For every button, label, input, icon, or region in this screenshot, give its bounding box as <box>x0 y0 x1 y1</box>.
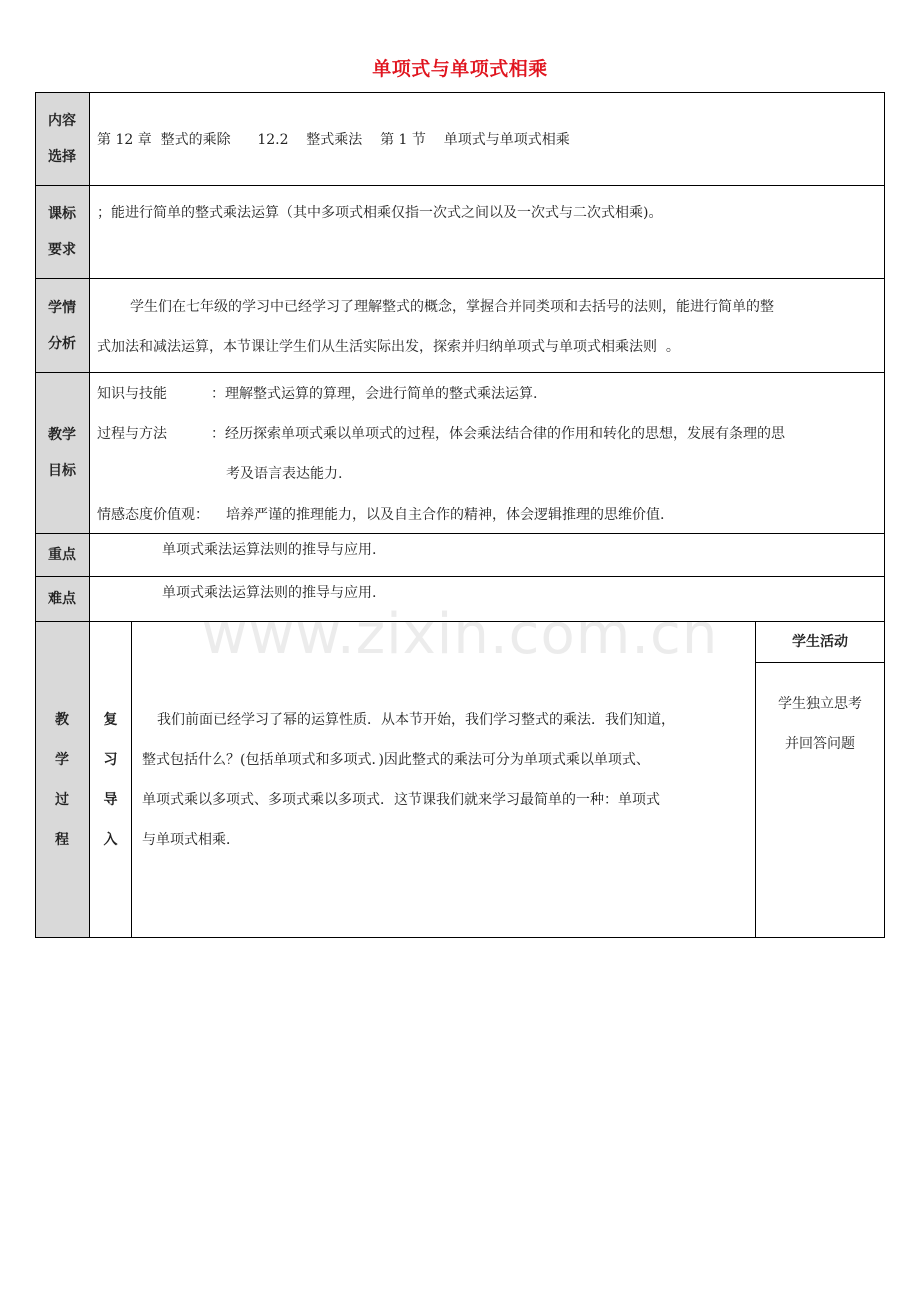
stage-char: 导 <box>103 792 118 808</box>
table-border-right <box>884 92 885 938</box>
watermark: www.zixin.com.cn <box>201 602 719 667</box>
goal-process-text-2: 考及语言表达能力. <box>226 466 343 482</box>
label-text: 难点 <box>48 591 76 607</box>
goal-emotion-label: 情感态度价值观： <box>97 507 209 523</box>
label-standard <box>35 186 89 278</box>
label-text: 内容 <box>48 113 76 129</box>
table-border-top <box>35 92 885 93</box>
label-content <box>35 93 89 185</box>
student-activity-header: 学生活动 <box>792 634 848 650</box>
table-border-bottom <box>35 937 885 938</box>
stage-column-divider <box>131 621 132 938</box>
key-text: 单项式乘法运算法则的推导与应用. <box>162 542 377 558</box>
content-text: 第 12 章 整式的乘除 12.2 整式乘法 第 1 节 单项式与单项式相乘 <box>97 132 570 148</box>
label-text: 分析 <box>48 335 76 352</box>
label-goals <box>35 373 89 533</box>
label-text: 教学 <box>48 427 76 443</box>
student-activity-line: 并回答问题 <box>785 736 855 752</box>
goal-process-label: 过程与方法 <box>97 426 167 442</box>
difficulty-text: 单项式乘法运算法则的推导与应用. <box>162 585 377 601</box>
label-text: 要求 <box>48 242 76 258</box>
process-body <box>142 700 752 860</box>
label-char: 教 <box>55 711 69 728</box>
activity-column-divider <box>755 621 756 938</box>
label-text: 目标 <box>48 463 76 479</box>
label-process <box>35 622 89 937</box>
process-line: 与单项式相乘． <box>142 832 240 848</box>
process-line: 单项式乘以多项式、多项式乘以多项式．这节课我们就来学习最简单的一种：单项式 <box>142 792 660 808</box>
goal-knowledge-text: ：理解整式运算的算理，会进行简单的整式乘法运算. <box>211 386 538 402</box>
table-border-left <box>35 92 36 938</box>
stage-char: 习 <box>103 752 118 768</box>
process-line: 整式包括什么？(包括单项式和多项式．)因此整式的乘法可分为单项式乘以单项式、 <box>142 752 650 768</box>
student-activity-line: 学生独立思考 <box>778 696 862 712</box>
label-text: 学情 <box>48 299 76 316</box>
stage-char: 入 <box>103 832 118 848</box>
process-line: 我们前面已经学习了幂的运算性质．从本节开始，我们学习整式的乘法．我们知道， <box>157 712 675 728</box>
row-divider <box>35 576 885 577</box>
row-divider <box>35 372 885 373</box>
analysis-line-2: 式加法和减法运算，本节课让学生们从生活实际出发，探索并归纳单项式与单项式相乘法则 。 <box>97 339 680 355</box>
stage-label <box>90 700 131 860</box>
standard-text: ；能进行简单的整式乘法运算（其中多项式相乘仅指一次式之间以及一次式与二次式相乘)。 <box>97 205 663 221</box>
label-difficulty <box>35 577 89 621</box>
goal-emotion-text: 培养严谨的推理能力，以及自主合作的精神，体会逻辑推理的思维价值. <box>226 507 665 523</box>
label-text: 重点 <box>48 547 76 563</box>
label-text: 选择 <box>48 149 76 165</box>
row-divider <box>35 278 885 279</box>
goal-knowledge-label: 知识与技能 <box>97 386 167 402</box>
row-divider <box>35 533 885 534</box>
student-activity-text <box>756 684 884 764</box>
label-char: 程 <box>55 831 69 848</box>
activity-header-divider <box>755 662 885 663</box>
label-key <box>35 534 89 576</box>
analysis-line-1: 学生们在七年级的学习中已经学习了理解整式的概念，掌握合并同类项和去括号的法则，能进行简单的整 <box>130 299 774 315</box>
goal-process-text-1: ：经历探索单项式乘以单项式的过程，体会乘法结合律的作用和转化的思想，发展有条理的思 <box>211 426 785 442</box>
label-char: 学 <box>55 751 69 768</box>
label-analysis <box>35 279 89 372</box>
document-title: 单项式与单项式相乘 <box>372 58 548 80</box>
label-char: 过 <box>55 791 69 808</box>
row-divider <box>35 185 885 186</box>
stage-char: 复 <box>103 712 118 728</box>
label-text: 课标 <box>48 206 76 222</box>
